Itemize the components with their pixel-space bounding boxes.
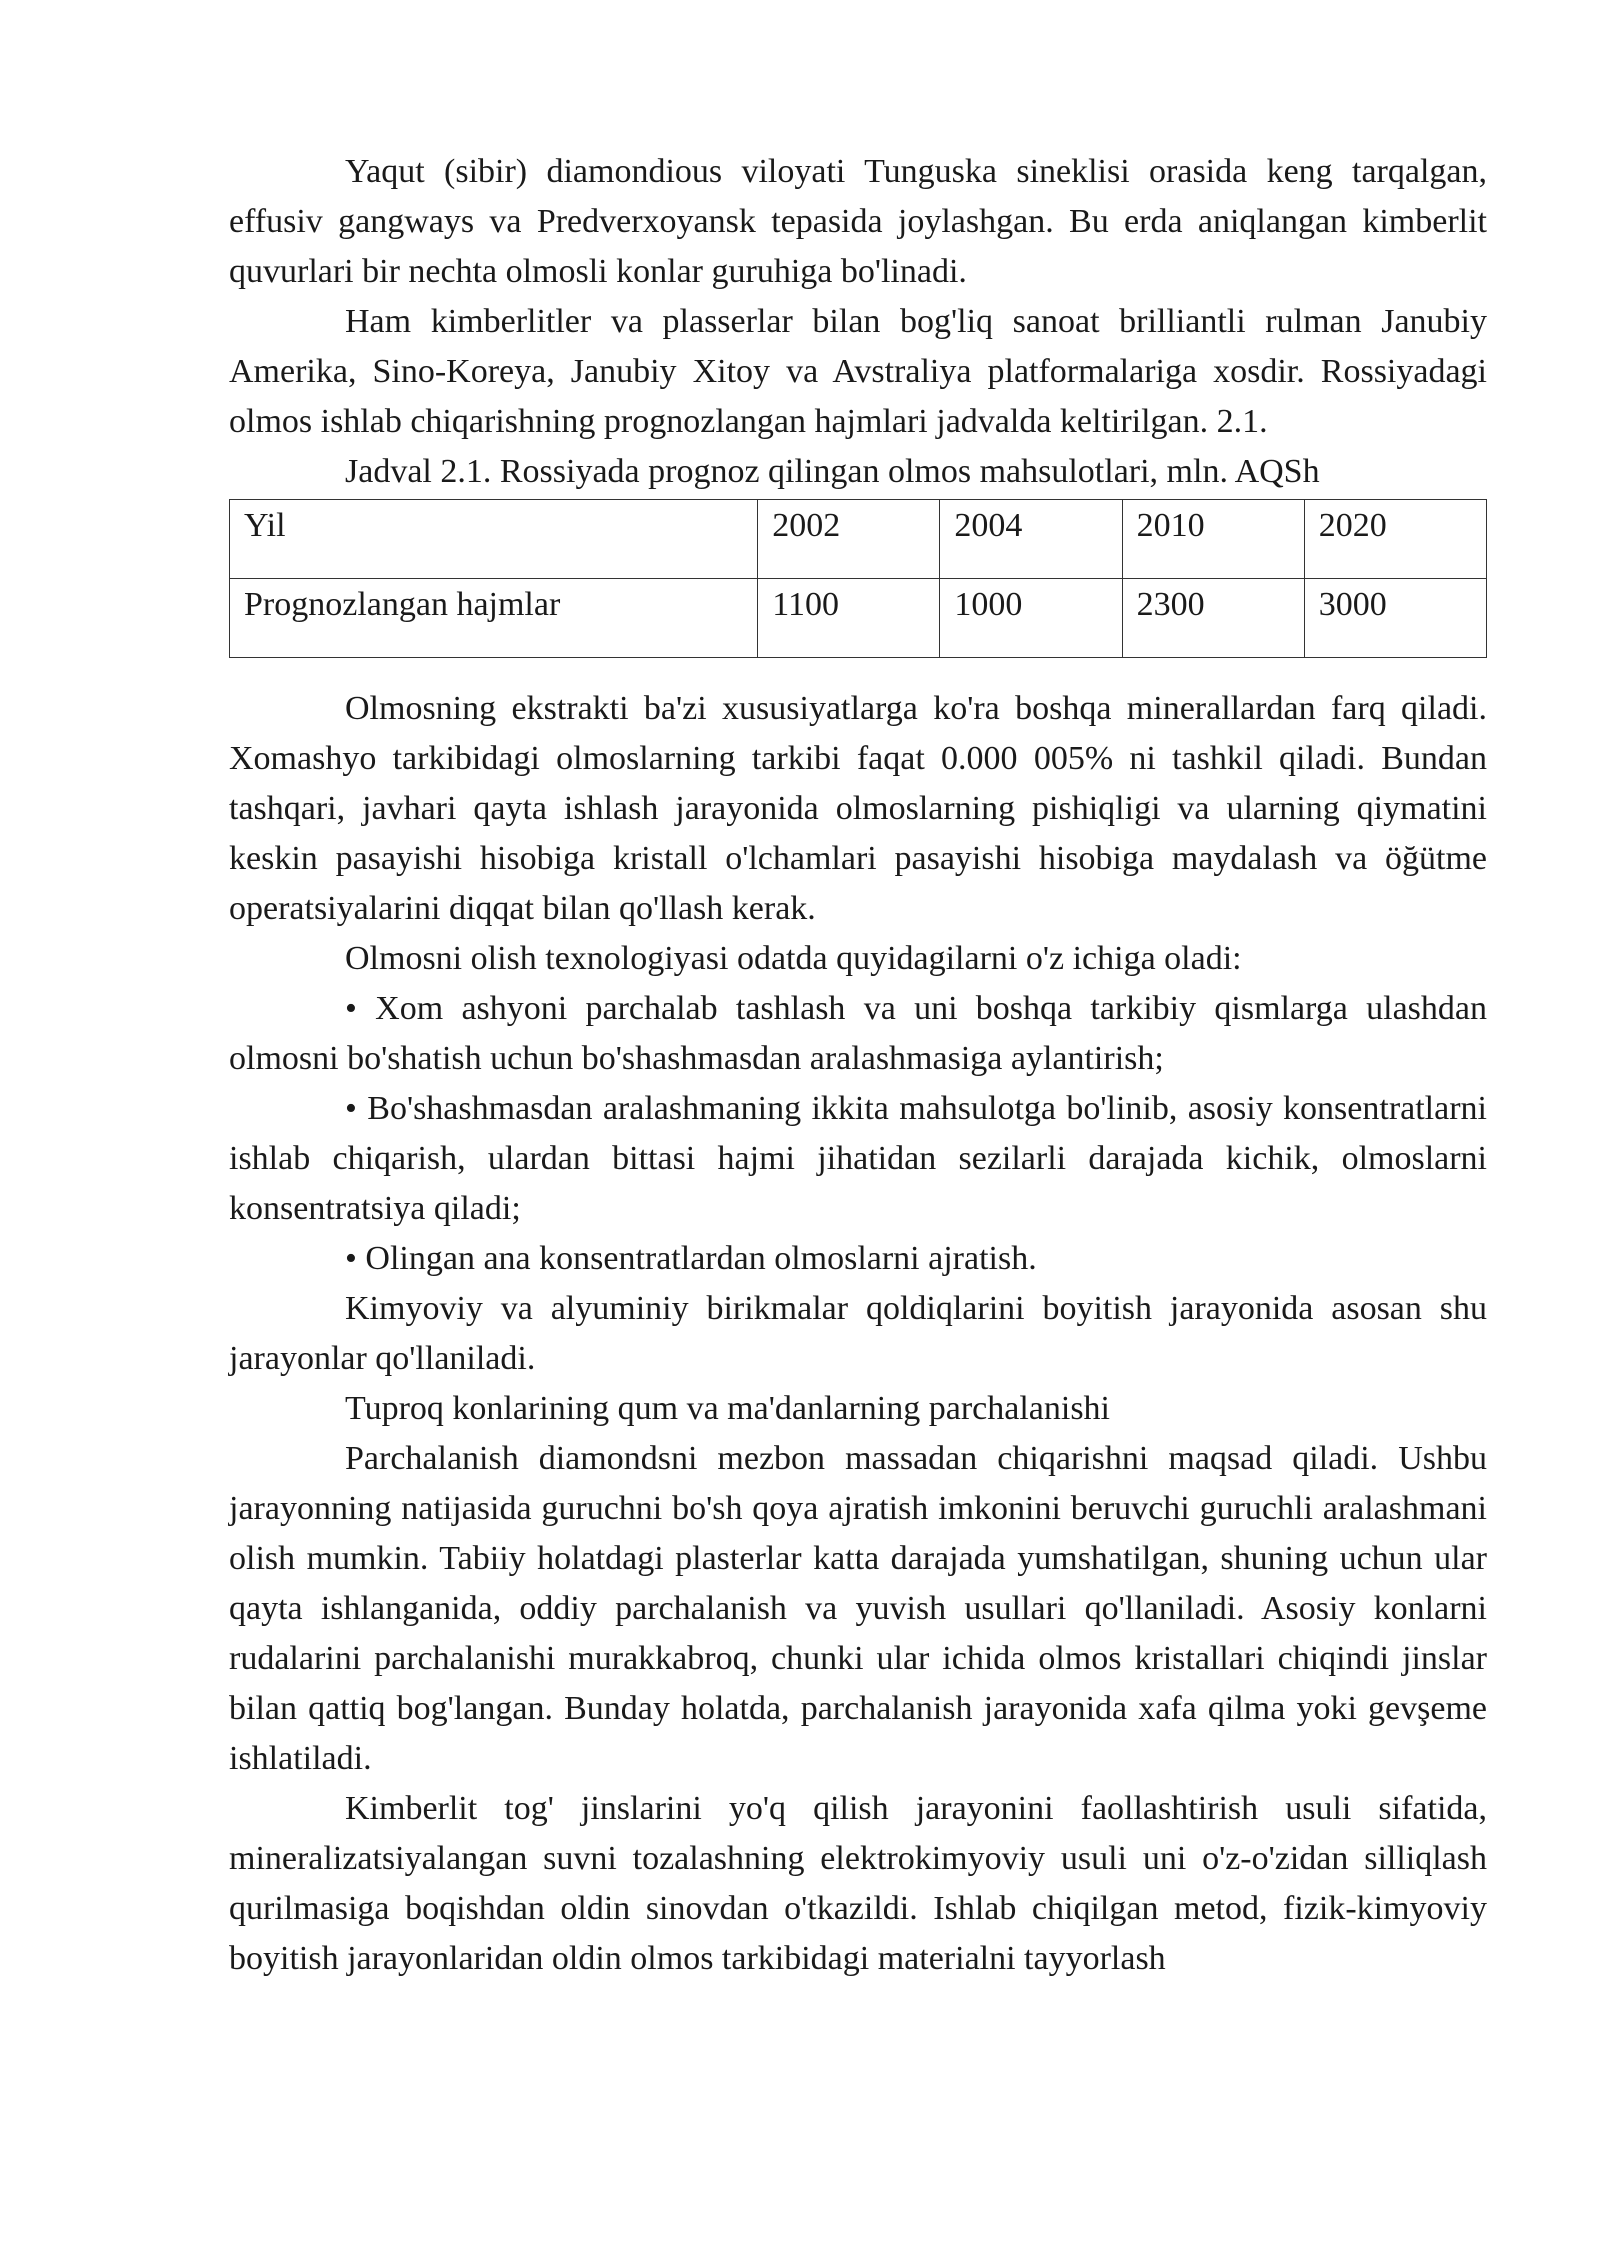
paragraph: Parchalanish diamondsni mezbon massadan chiqarishni maqsad qiladi. Ushbu jarayonning natijasida guruchni bo'sh qoya ajratish imkonini beruvchi guruchli aralashmani olish mumkin. Tabiiy holatdagi plasterlar katta darajada yumshatilgan, shuning uchun ular qayta ishlanganida, oddiy parchalanish va yuvish usullari qo'llaniladi. Asosiy konlarni rudalarini parchalanishi murakkabroq, chunki ular ichida olmos kristallari chiqindi jinslar bilan qattiq bog'langan. Bunday holatda, parchalanish jarayonida xafa qilma yoki gevşeme ishlatiladi. [229,1440,1487,1777]
table-header-row [230,500,1487,579]
table-cell: 3000 [1304,579,1486,658]
table-cell: 2020 [1304,500,1486,579]
bullet-item: • Bo'shashmasdan aralashmaning ikkita mahsulotga bo'linib, asosiy konsentratlarni ishlab chiqarish, ulardan bittasi hajmi jihatidan sezilarli darajada kichik, olmoslarni konsentratsiya qiladi; [229,1090,1487,1227]
bullet-item: • Xom ashyoni parchalab tashlash va uni boshqa tarkibiy qismlarga ulashdan olmosni bo'shatish uchun bo'shashmasdan aralashmasiga aylantirish; [229,990,1487,1077]
paragraph: Kimyoviy va alyuminiy birikmalar qoldiqlarini boyitish jarayonida asosan shu jarayonlar qo'llaniladi. [229,1290,1487,1377]
table-cell: 1100 [758,579,940,658]
paragraph: Olmosni olish texnologiyasi odatda quyidagilarni o'z ichiga oladi: [345,940,1242,977]
table-cell: 2010 [1122,500,1304,579]
document-body [229,147,1487,1984]
table-row [230,579,1487,658]
table-cell: 2004 [940,500,1122,579]
table-caption: Jadval 2.1. Rossiyada prognoz qilingan olmos mahsulotlari, mln. AQSh [345,453,1320,490]
table-cell: Yil [230,500,758,579]
forecast-table [229,499,1487,658]
table-cell: 2300 [1122,579,1304,658]
table-cell: 1000 [940,579,1122,658]
table-cell: 2002 [758,500,940,579]
paragraph: Yaqut (sibir) diamondious viloyati Tunguska sineklisi orasida keng tarqalgan, effusiv gangways va Predverxoyansk tepasida joylashgan. Bu erda aniqlangan kimberlit quvurlari bir nechta olmosli konlar guruhiga bo'linadi. [229,153,1487,290]
paragraph: Ham kimberlitler va plasserlar bilan bog'liq sanoat brilliantli rulman Janubiy Amerika, Sino-Koreya, Janubiy Xitoy va Avstraliya platformalariga xosdir. Rossiyadagi olmos ishlab chiqarishning prognozlangan hajmlari jadvalda keltirilgan. 2.1. [229,303,1487,440]
paragraph: Kimberlit tog' jinslarini yo'q qilish jarayonini faollashtirish usuli sifatida, mineralizatsiyalangan suvni tozalashning elektrokimyoviy usuli uni o'z-o'zidan silliqlash qurilmasiga boqishdan oldin sinovdan o'tkazildi. Ishlab chiqilgan metod, fizik-kimyoviy boyitish jarayonlaridan oldin olmos tarkibidagi materialni tayyorlash [229,1790,1487,1977]
table-cell: Prognozlangan hajmlar [230,579,758,658]
paragraph: Olmosning ekstrakti ba'zi xususiyatlarga ko'ra boshqa minerallardan farq qiladi. Xomashyo tarkibidagi olmoslarning tarkibi faqat 0.000 005% ni tashkil qiladi. Bundan tashqari, javhari qayta ishlash jarayonida olmoslarning pishiqligi va ularning qiymatini keskin pasayishi hisobiga kristall o'lchamlari pasayishi hisobiga maydalash va öğütme operatsiyalarini diqqat bilan qo'llash kerak. [229,690,1487,927]
bullet-item: • Olingan ana konsentratlardan olmoslarni ajratish. [345,1240,1037,1277]
section-heading: Tuproq konlarining qum va ma'danlarning parchalanishi [345,1390,1110,1427]
